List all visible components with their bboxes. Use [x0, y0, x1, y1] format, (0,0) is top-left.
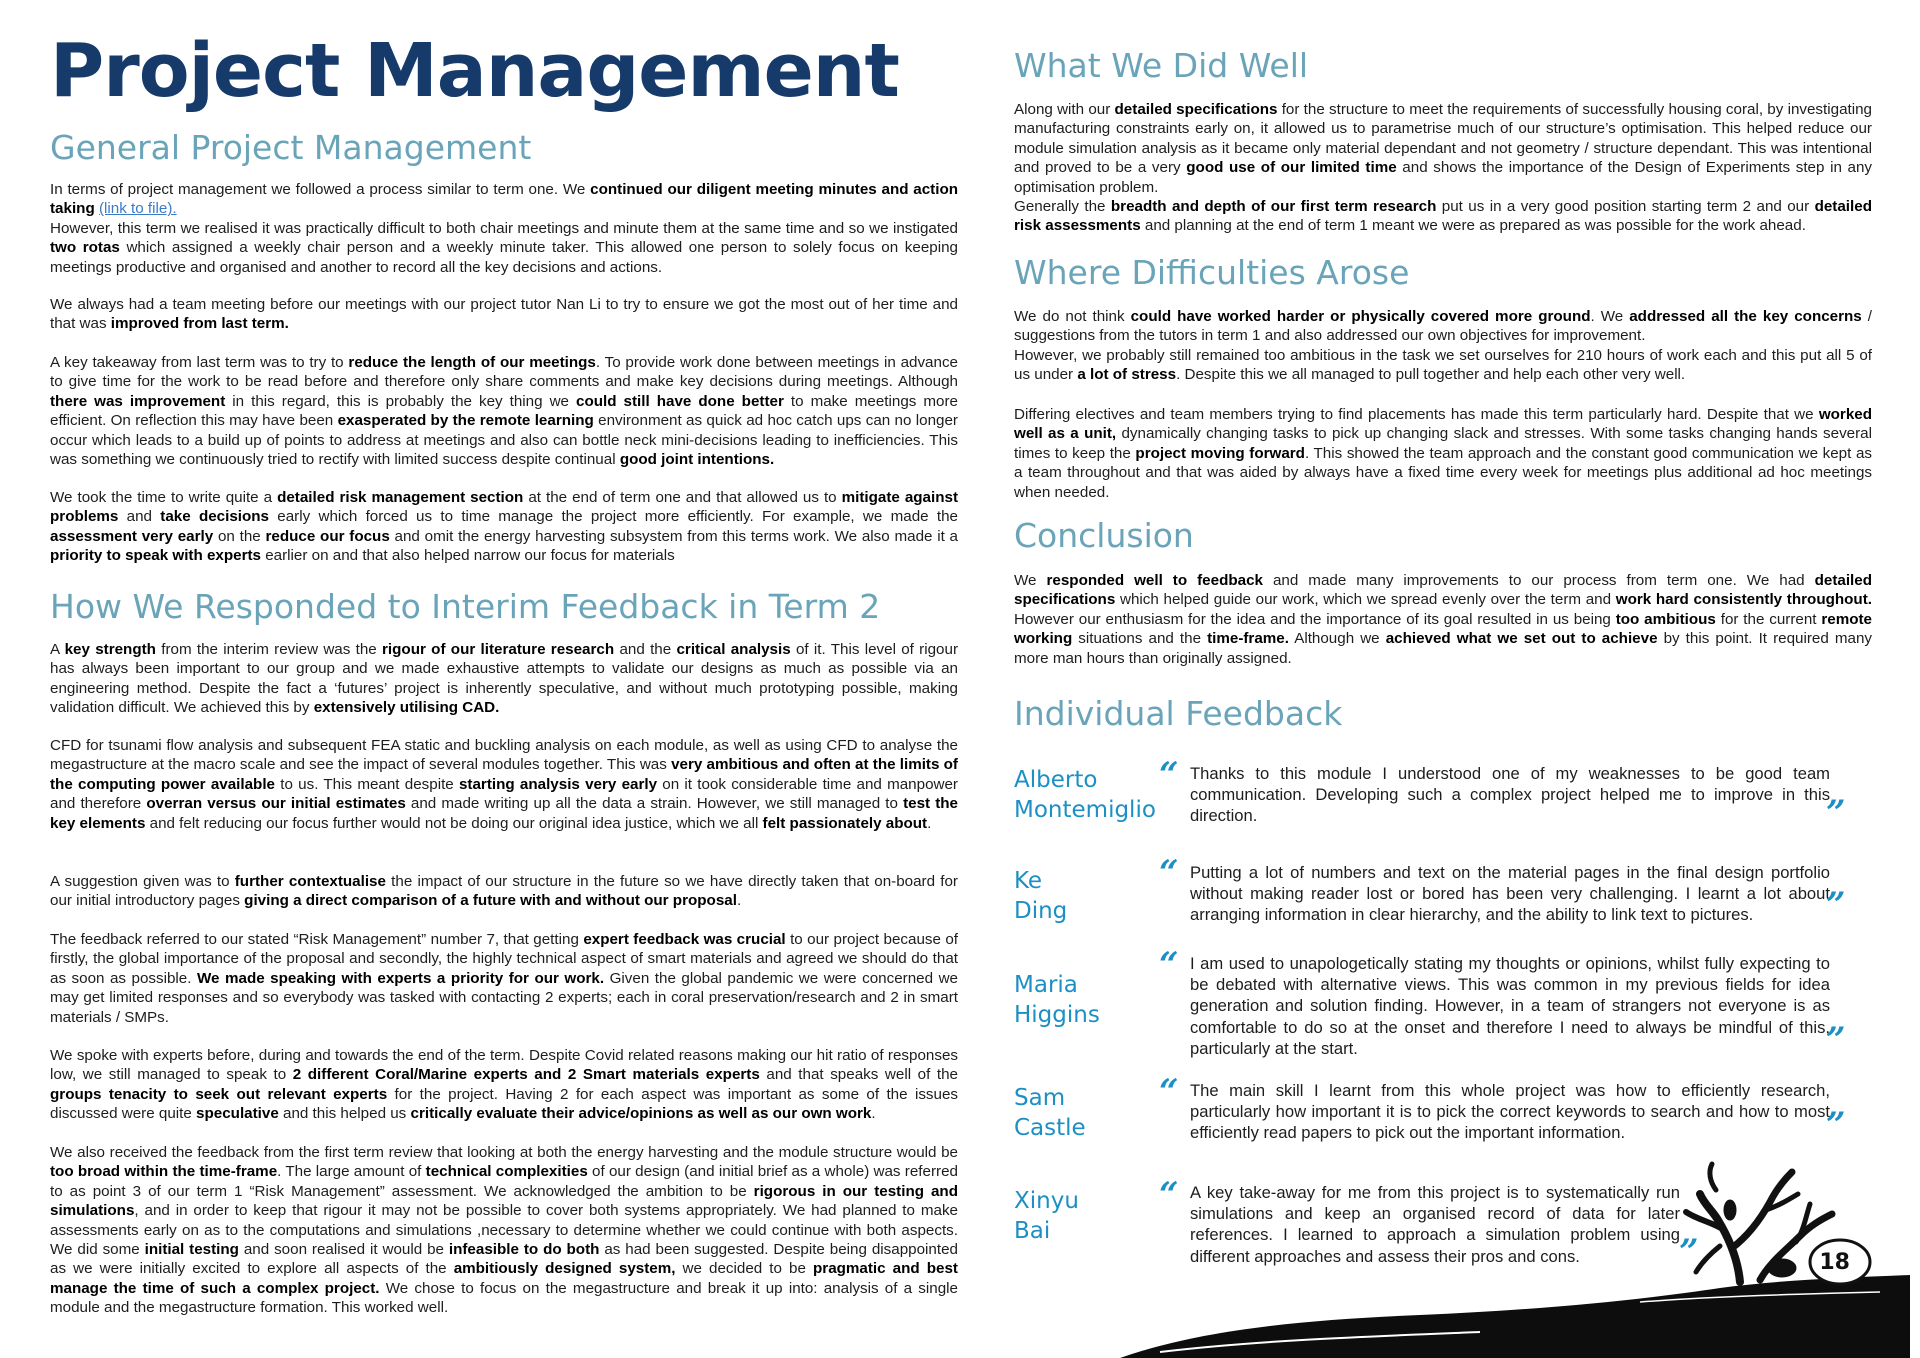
person-name: Ke Ding: [1014, 868, 1068, 924]
person-name: Maria Higgins: [1014, 972, 1100, 1028]
close-quote-icon: ”: [1679, 1232, 1699, 1272]
interim-paragraph-5: We spoke with experts before, during and towards the end of the term. Despite Covid related reasons making our hit ratio of responses low, we still managed to speak to 2 different Coral/Marine experts and 2 Smart materials experts and that speaks well of the groups tenacity to seek out relevant experts for the project. Having 2 for each aspect was important as some of the issues discussed were quite speculative and this helped us critically evaluate their advice/opinions as well as our own work.: [50, 1047, 959, 1123]
close-quote-icon: ”: [1826, 1020, 1846, 1060]
interim-paragraph-4: The feedback referred to our stated “Risk Management” number 7, that getting expert feedback was crucial to our project because of firstly, the global importance of the proposal and secondly, the highly technical aspect of smart materials and agreed we should do that as soon as possible. We made speaking with experts a priority for our work. Given the global pandemic we were concerned we may get limited responses and so everybody was tasked with contacting 2 experts; each in coral preservation/research and 2 in smart materials / SMPs.: [50, 931, 959, 1026]
well-heading: What We Did Well: [1014, 46, 1309, 85]
person-quote: Thanks to this module I understood one of my weaknesses to be good team communication. Developing such a complex project helped me to improve in this direction.: [1190, 764, 1830, 826]
person-quote: A key take-away for me from this project is to systematically run simulations and keep an organised record of data for later references. I learned to approach a simulation problem using different approaches and assess their pros and cons.: [1190, 1183, 1680, 1266]
close-quote-icon: ”: [1826, 1105, 1846, 1145]
conclusion-heading: Conclusion: [1014, 516, 1194, 555]
interim-heading: How We Responded to Interim Feedback in Term 2: [50, 587, 881, 626]
person-quote: The main skill I learnt from this whole project was how to efficiently research, particularly how important it is to pick the correct keywords to search and how to most efficiently read papers to pick out the important information.: [1190, 1081, 1830, 1143]
person-quote: Putting a lot of numbers and text on the material pages in the final design portfolio without making reader lost or bored has been very challenging. I learnt a lot about arranging information in clear hierarchy, and the ability to link text to pictures.: [1190, 863, 1830, 925]
close-quote-icon: ”: [1826, 793, 1846, 833]
general-paragraph-1: In terms of project management we followed a process similar to term one. We continued our diligent meeting minutes and action taking (link to file). However, this term we realised it was practically difficult to both chair meetings and minute them at the same time and so we instigated two rotas which assigned a weekly chair person and a weekly minute taker. This allowed one person to solely focus on keeping meetings productive and organised and another to record all the key decisions and actions.: [50, 181, 958, 276]
individual-feedback-heading: Individual Feedback: [1014, 694, 1343, 733]
open-quote-icon: “: [1159, 1175, 1179, 1215]
general-heading: General Project Management: [50, 128, 532, 167]
person-name: Xinyu Bai: [1014, 1188, 1079, 1244]
open-quote-icon: “: [1159, 1072, 1179, 1112]
interim-paragraph-2: CFD for tsunami flow analysis and subsequent FEA static and buckling analysis on each module, as well as using CFD to analyse the megastructure at the macro scale and see the impact of several modules together. This was very ambitious and often at the limits of the computing power available to us. This meant despite starting analysis very early on it took considerable time and manpower and therefore overran versus our initial estimates and made writing up all the data a strain. However, we still managed to test the key elements and felt reducing our focus further would not be doing our original idea justice, which we all felt passionately about.: [50, 737, 959, 832]
difficulties-paragraph-2: Differing electives and team members trying to find placements has made this term particularly hard. Despite that we worked well as a unit, dynamically changing tasks to pick up changing slack and stresses. With some tasks changing hands several times to keep the project moving forward. This showed the team approach and the constant good communication we kept as a team throughout and that was aided by always have a fixed time every week for meetings plus additional ad hoc meetings when needed.: [1014, 406, 1872, 501]
open-quote-icon: “: [1159, 945, 1179, 985]
general-paragraph-2: We always had a team meeting before our meetings with our project tutor Nan Li to try to ensure we got the most out of her time and that was improved from last term.: [50, 296, 958, 333]
open-quote-icon: “: [1159, 755, 1179, 795]
person-name: Sam Castle: [1014, 1085, 1086, 1141]
minutes-file-link[interactable]: (link to file).: [98, 200, 177, 218]
general-paragraph-4: We took the time to write quite a detailed risk management section at the end of term one and that allowed us to mitigate against problems and take decisions early which forced us to time manage the project more efficiently. For example, we made the assessment very early on the reduce our focus and omit the energy harvesting subsystem from this terms work. We also made it a priority to speak with experts earlier on and that also helped narrow our focus for materials: [50, 489, 959, 565]
difficulties-paragraph-1: We do not think could have worked harder or physically covered more ground. We addressed all the key concerns / suggestions from the tutors in term 1 and also addressed our own objectives for improvement. However, we probably still remained too ambitious in the task we set ourselves for 210 hours of work each and this put all 5 of us under a lot of stress. Despite this we all managed to pull together and help each other very well.: [1014, 308, 1872, 384]
conclusion-paragraph: We responded well to feedback and made many improvements to our process from term one. We had detailed specifications which helped guide our work, which we spread evenly over the term and work hard consistently throughout. However our enthusiasm for the idea and the importance of its goal resulted in us being too ambitious for the current remote working situations and the time-frame. Although we achieved what we set out to achieve by this point. It required many more man hours than originally assigned.: [1014, 572, 1873, 667]
person-name: Alberto Montemiglio: [1014, 767, 1156, 823]
page-number: 18: [1819, 1250, 1850, 1275]
close-quote-icon: ”: [1826, 885, 1846, 925]
general-paragraph-3: A key takeaway from last term was to try to reduce the length of our meetings. To provide work done between meetings in advance to give time for the work to be read before and therefore only share comments and make key decisions during meetings. Although there was improvement in this regard, this is probably the key thing we could still have done better to make meetings more efficient. On reflection this may have been exasperated by the remote learning environment as quick ad hoc catch ups can no longer occur which leads to a build up of points to address at meetings and also can bottle neck mini-decisions leading to inefficiencies. This was something we continuously tried to rectify with limited success despite continual good joint intentions.: [50, 354, 958, 469]
interim-paragraph-6: We also received the feedback from the first term review that looking at both the energy harvesting and the module structure would be too broad within the time-frame. The large amount of technical complexities of our design (and initial brief as a whole) was referred to as point 3 of our term 1 “Risk Management” assessment. We acknowledged the ambition to be rigorous in our testing and simulations, and in order to keep that rigour it may not be possible to cover both systems appropriately. We had planned to make assessments early on as to the computations and simulations ,necessary to determine whether we could continue with both aspects. We did some initial testing and soon realised it would be infeasible to do both as had been suggested. Despite being disappointed as we were initially excited to explore all aspects of the ambitiously designed system, we decided to be pragmatic and best manage the time of such a complex project. We chose to focus on the megastructure and break it up into: analysis of a single module and the megastructure formation. This worked well.: [50, 1144, 958, 1317]
well-paragraph: Along with our detailed specifications for the structure to meet the requirements of successfully housing coral, by investigating manufacturing constraints early on, it allowed us to parametrise much of our structure’s optimisation. This helped reduce our module simulation analysis as it became only material dependant and not geometry / structure dependant. This was intentional and proved to be a very good use of our limited time and shows the importance of the Design of Experiments step in any optimisation problem. Generally the breadth and depth of our first term research put us in a very good position starting term 2 and our detailed risk assessments and planning at the end of term 1 meant we were as prepared as was possible for the work ahead.: [1014, 101, 1873, 235]
interim-paragraph-1: A key strength from the interim review was the rigour of our literature research and the critical analysis of it. This level of rigour has always been important to our group and we made exhaustive attempts to validate our designs as much as possible via an engineering method. Despite the fact a ‘futures’ project is inherently speculative, and without much prototyping possible, making validation difficult. We achieved this by extensively utilising CAD.: [50, 641, 958, 717]
interim-paragraph-3: A suggestion given was to further contextualise the impact of our structure in the future so we have directly taken that on-board for our initial introductory pages giving a direct comparison of a future with and without our proposal.: [50, 873, 958, 910]
person-quote: I am used to unapologetically stating my thoughts or opinions, whilst fully expecting to be debated with alternative views. This was common in my previous fields for idea generation and solution finding. However, in a team of strangers not everyone is as comfortable to do so at the onset and therefore I need to always be mindful of this, particularly at the start.: [1190, 954, 1830, 1058]
difficulties-heading: Where Difficulties Arose: [1014, 253, 1410, 292]
coral-illustration: [1120, 1150, 1910, 1358]
open-quote-icon: “: [1159, 853, 1179, 893]
page-title: Project Management: [50, 28, 899, 114]
